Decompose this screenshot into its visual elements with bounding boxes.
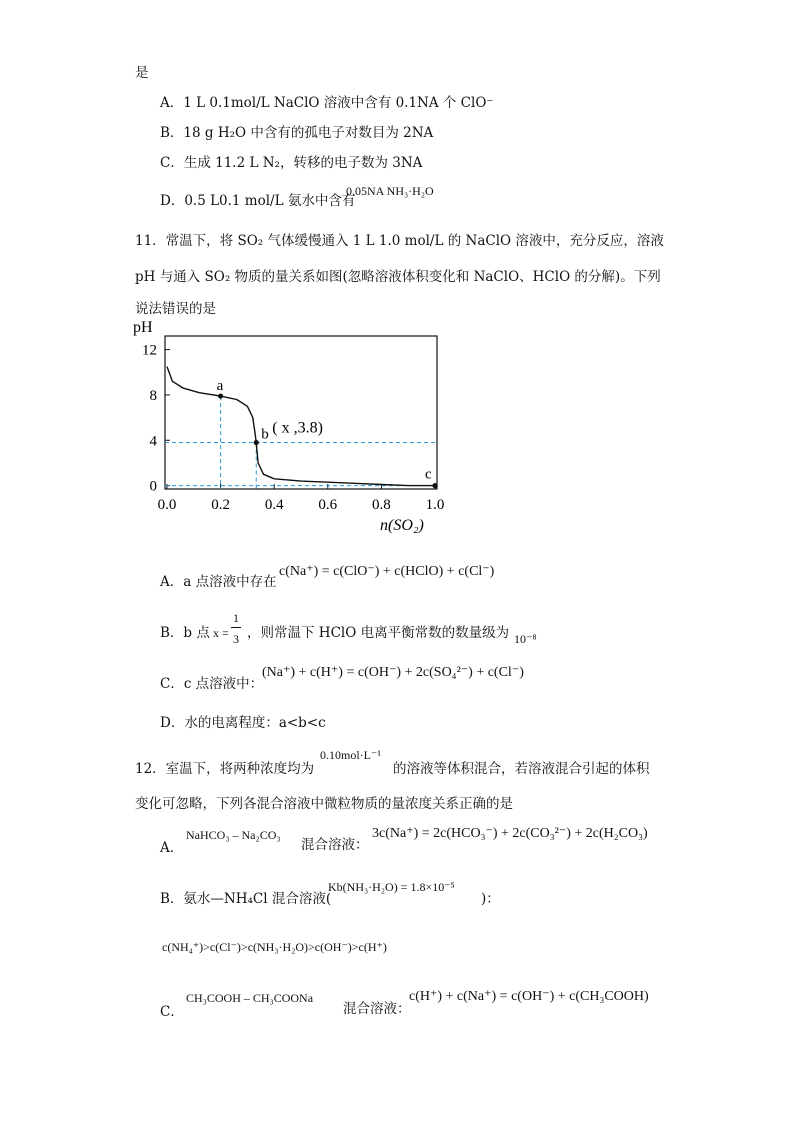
x-tick-label: 0.2 (211, 497, 230, 513)
x-tick-label: 0.4 (264, 497, 284, 513)
q11-option-b-text1: B．b 点 (160, 625, 210, 641)
q12-option-b-kb: Kb(NH₃·H₂O) = 1.8×10⁻⁵ (328, 880, 455, 894)
q10-option-d-text: D．0.5 L0.1 mol/L 氨水中含有 (160, 193, 356, 209)
q12-option-b-order: c(NH₄⁺)>c(Cl⁻)>c(NH₃·H₂O)>c(OH⁻)>c(H⁺) (162, 940, 387, 954)
y-tick-label: 4 (149, 433, 157, 450)
x-tick-label: 0.0 (157, 497, 177, 513)
q11-option-a-text: A．a 点溶液中存在 (160, 574, 277, 590)
q12-option-a-formula: 3c(Na⁺) = 2c(HCO₃⁻) + 2c(CO₃²⁻) + 2c(H₂CO₃) (372, 826, 648, 841)
q11-option-b-denominator: 3 (233, 632, 239, 646)
x-tick-label: 0.8 (372, 497, 391, 513)
q10-option-c: C．生成 11.2 L N₂，转移的电子数为 3NA (160, 155, 423, 171)
point-b-label: b (261, 426, 269, 443)
q11-option-b-numerator: 1 (233, 611, 239, 625)
point-b-annotation: ( x ,3.8) (272, 419, 323, 437)
q12-stem-line2: 变化可忽略，下列各混合溶液中微粒物质的量浓度关系正确的是 (135, 796, 513, 812)
q12-option-c-mixture: CH₃COOH – CH₃COONa (186, 991, 314, 1005)
plot-frame (165, 336, 437, 489)
q12-option-a-mixture: NaHCO₃ – Na₂CO₃ (186, 828, 281, 842)
q12-option-b-text: B．氨水—NH₄Cl 混合溶液( (160, 891, 332, 907)
point-c (432, 483, 437, 488)
q11-option-b-x: x = (213, 626, 229, 640)
y-axis-label: pH (133, 319, 153, 336)
q11-option-c-text: C．c 点溶液中： (160, 676, 264, 692)
q12-stem-line1-a: 12．室温下，将两种浓度均为 (135, 761, 315, 777)
q10-option-a: A．1 L 0.1mol/L NaClO 溶液中含有 0.1NA 个 ClO⁻ (160, 95, 494, 111)
q12-option-c-text: 混合溶液： (343, 1001, 411, 1017)
point-a (218, 393, 223, 398)
q10-option-b: B．18 g H₂O 中含有的孤电子对数目为 2NA (160, 125, 434, 141)
ph-chart (130, 318, 450, 540)
x-tick-label: 0.6 (318, 497, 338, 513)
q11-option-b-text2: ，则常温下 HClO 电离平衡常数的数量级为 (247, 625, 510, 641)
q12-option-c-formula: c(H⁺) + c(Na⁺) = c(OH⁻) + c(CH₃COOH) (409, 989, 649, 1004)
q11-option-d: D．水的电离程度：a<b<c (160, 715, 326, 731)
q11-stem-line3: 说法错误的是 (135, 301, 216, 317)
q12-option-b-end: )： (481, 891, 500, 907)
y-tick-label: 8 (149, 387, 157, 404)
q12-stem-concentration: 0.10mol·L⁻¹ (320, 748, 381, 762)
q11-option-a-formula: c(Na⁺) = c(ClO⁻) + c(HClO) + c(Cl⁻) (279, 564, 495, 579)
q11-option-c-formula: (Na⁺) + c(H⁺) = c(OH⁻) + 2c(SO₄²⁻) + c(Cl⁻) (262, 665, 524, 680)
q11-option-b-power: 10⁻⁸ (514, 632, 537, 646)
point-c-label: c (425, 466, 432, 483)
point-a-label: a (216, 378, 224, 395)
q11-fraction-bar (231, 627, 241, 628)
q12-option-c-label: C． (160, 1004, 184, 1020)
q12-option-a-text: 混合溶液： (301, 837, 369, 853)
x-tick-label: 1.0 (425, 497, 445, 513)
q11-stem-line1: 11．常温下，将 SO₂ 气体缓慢通入 1 L 1.0 mol/L 的 NaClO 溶液中，充分反应，溶液 (135, 233, 664, 249)
q12-option-a-label: A． (160, 840, 184, 856)
y-tick-label: 12 (142, 342, 157, 359)
q10-option-d-formula: 0.05NA NH₃·H₂O (346, 184, 434, 198)
q12-stem-line1-b: 的溶液等体积混合，若溶液混合引起的体积 (393, 761, 650, 777)
q11-stem-line2: pH 与通入 SO₂ 物质的量关系如图(忽略溶液体积变化和 NaClO、HClO 的分解)。下列 (135, 269, 661, 285)
point-b (254, 440, 259, 445)
ph-chart-svg (130, 318, 450, 540)
q10-stem-tail: 是 (135, 65, 149, 81)
x-axis-label: n(SO₂) (380, 517, 424, 534)
y-tick-label: 0 (149, 478, 157, 495)
